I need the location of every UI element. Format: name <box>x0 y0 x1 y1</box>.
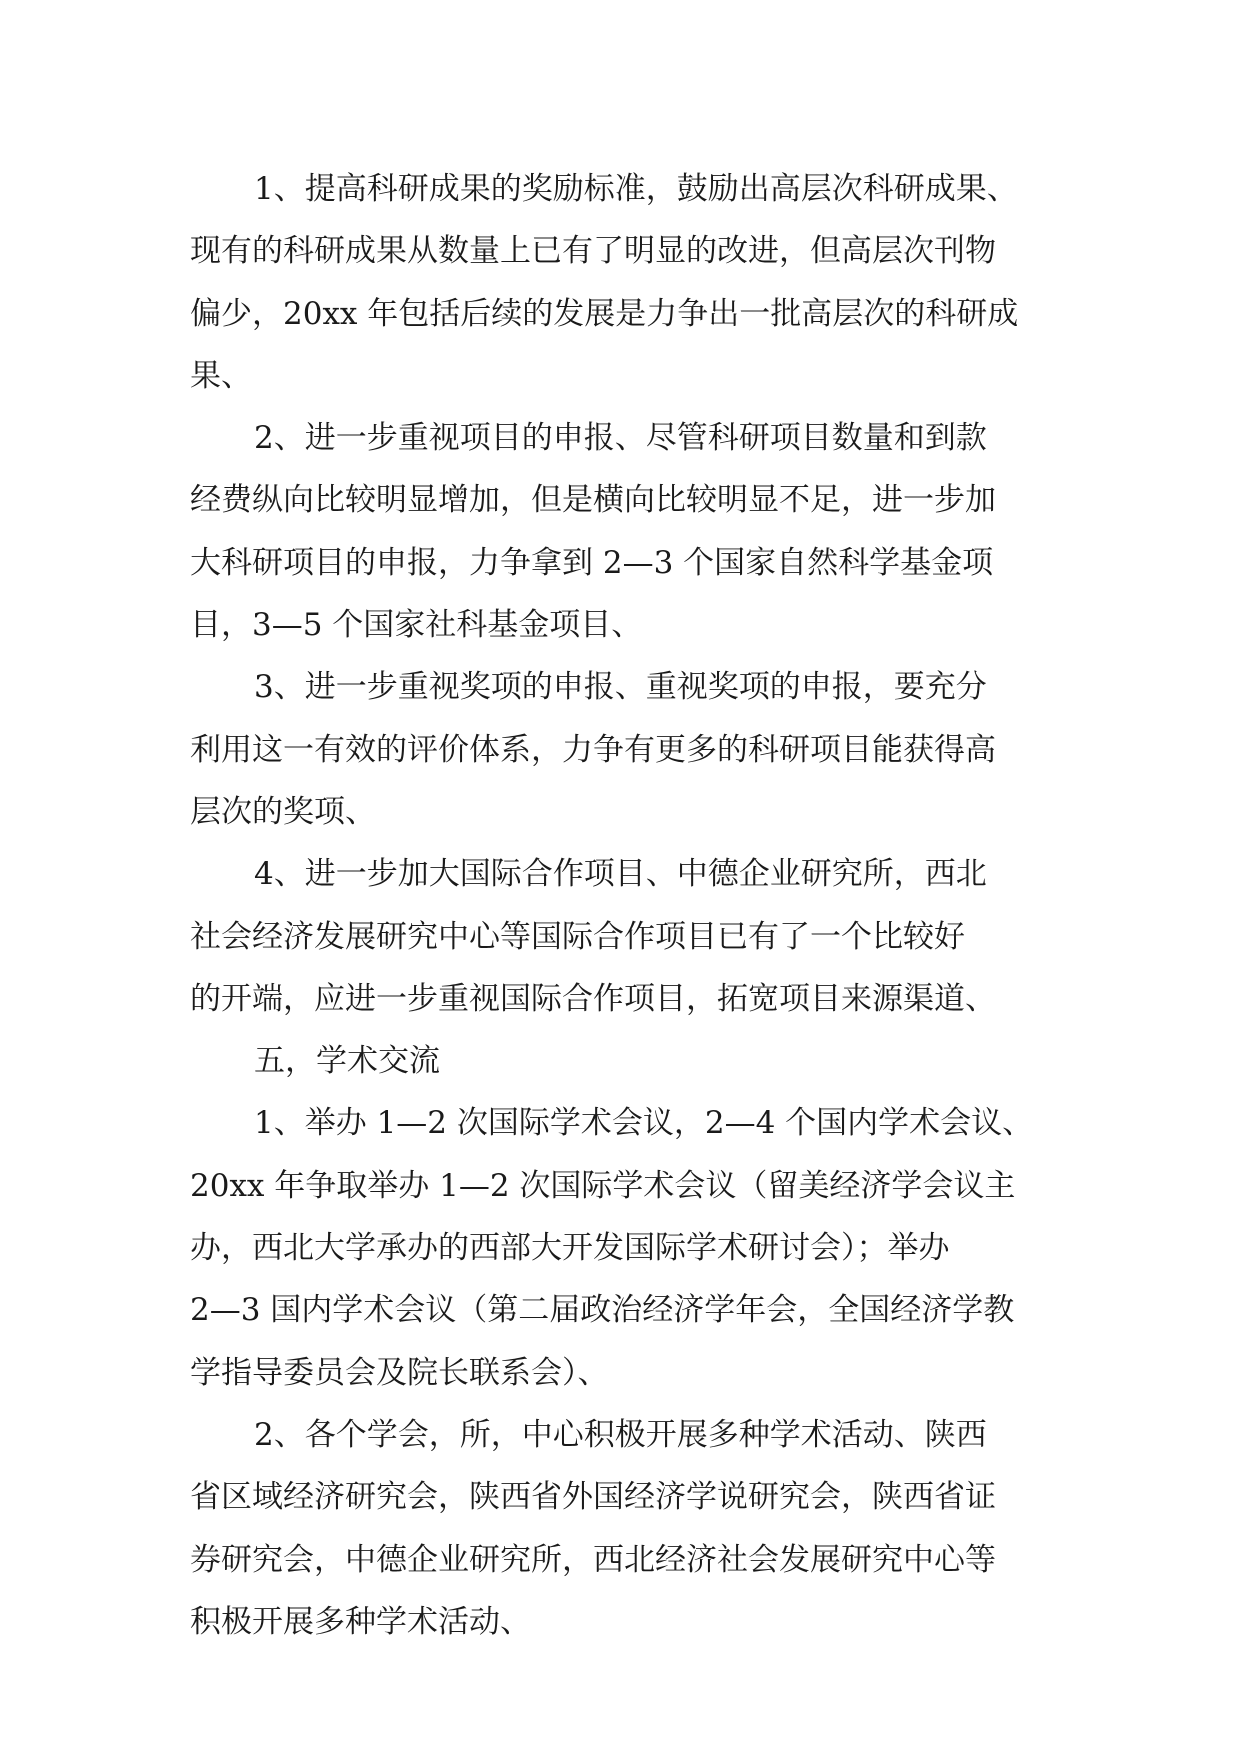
text-line: 果、 <box>190 357 252 394</box>
text-line: 利用这一有效的评价体系，力争有更多的科研项目能获得高 <box>190 731 996 768</box>
text-line: 现有的科研成果从数量上已有了明显的改进，但高层次刊物 <box>190 233 996 270</box>
text-line: 学指导委员会及院长联系会）、 <box>190 1354 609 1391</box>
text-line: 省区域经济研究会，陕西省外国经济学说研究会，陕西省证 <box>190 1479 996 1516</box>
text-line: 的开端，应进一步重视国际合作项目，拓宽项目来源渠道、 <box>190 980 996 1017</box>
text-line: 1、举办 1—2 次国际学术会议，2—4 个国内学术会议、 <box>254 1105 1034 1142</box>
text-line: 2、进一步重视项目的申报、尽管科研项目数量和到款 <box>254 420 987 457</box>
text-line: 券研究会，中德企业研究所，西北经济社会发展研究中心等 <box>190 1541 996 1578</box>
text-line: 大科研项目的申报，力争拿到 2—3 个国家自然科学基金项 <box>190 544 994 581</box>
text-line: 经费纵向比较明显增加，但是横向比较明显不足，进一步加 <box>190 482 996 519</box>
document-body <box>190 158 1090 1653</box>
text-line: 2—3 国内学术会议（第二届政治经济学年会，全国经济学教 <box>190 1292 1015 1329</box>
text-line: 办，西北大学承办的西部大开发国际学术研讨会）；举办 <box>190 1230 950 1267</box>
text-line: 社会经济发展研究中心等国际合作项目已有了一个比较好 <box>190 918 965 955</box>
text-line: 偏少，20xx 年包括后续的发展是力争出一批高层次的科研成 <box>190 295 1019 332</box>
text-line: 3、进一步重视奖项的申报、重视奖项的申报，要充分 <box>254 669 987 706</box>
text-line: 层次的奖项、 <box>190 793 376 830</box>
text-line: 20xx 年争取举办 1—2 次国际学术会议（留美经济学会议主 <box>190 1167 1016 1204</box>
text-line: 4、进一步加大国际合作项目、中德企业研究所，西北 <box>254 856 987 893</box>
text-line: 1、提高科研成果的奖励标准，鼓励出高层次科研成果、 <box>254 171 1018 207</box>
text-line: 目，3—5 个国家社科基金项目、 <box>190 607 643 644</box>
text-line: 积极开展多种学术活动、 <box>190 1603 531 1640</box>
text-line: 2、各个学会，所，中心积极开展多种学术活动、陕西 <box>254 1416 987 1453</box>
section-heading: 五，学术交流 <box>254 1043 440 1080</box>
